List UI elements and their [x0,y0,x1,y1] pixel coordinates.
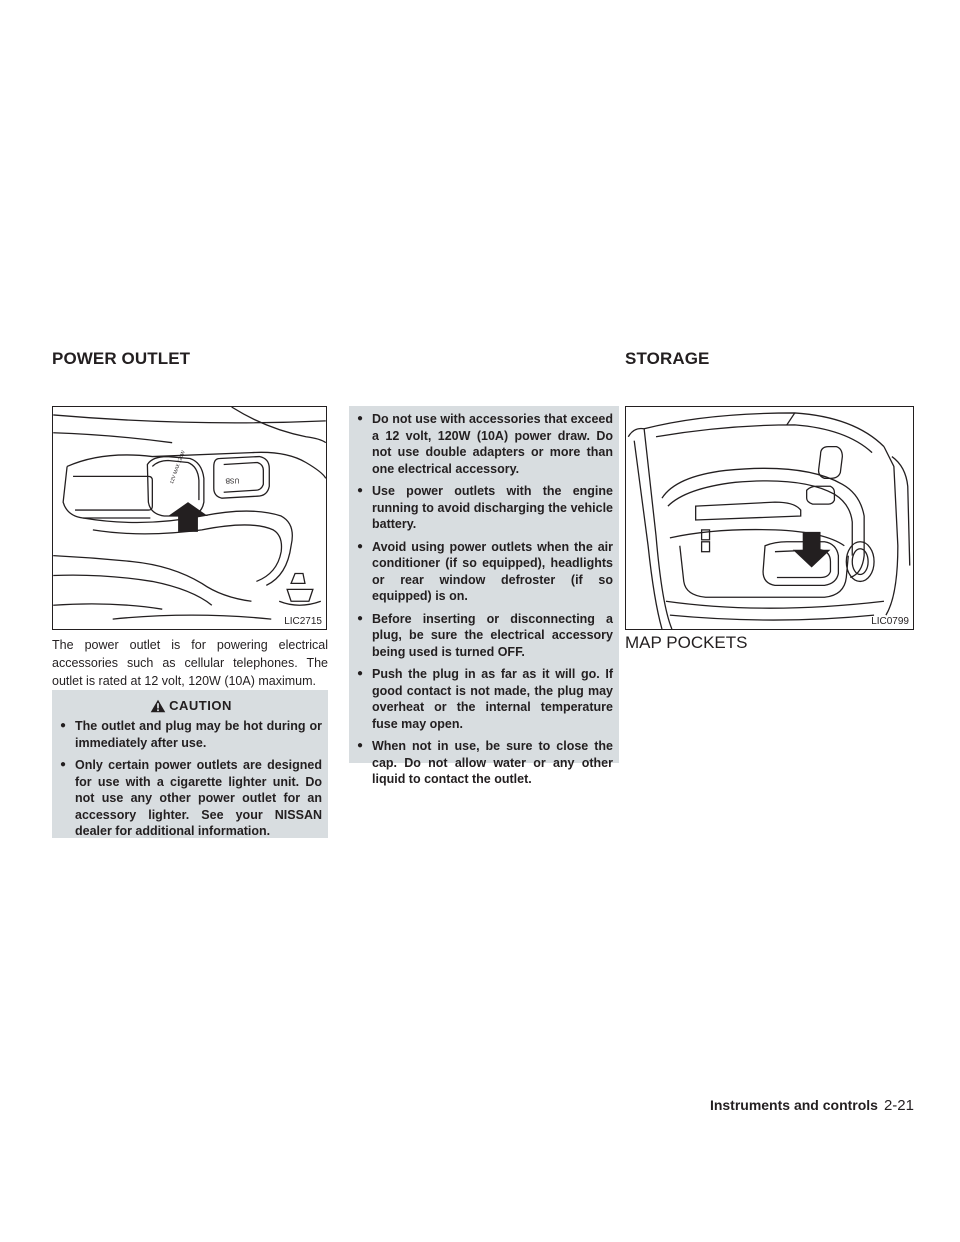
power-outlet-illustration [52,406,327,630]
map-pockets-heading: MAP POCKETS [625,633,748,652]
outlet-rating-label: 12V MAX 120W [169,450,187,485]
console-drawing [53,407,326,629]
caution-bullet: ● Use power outlets with the engine running to avoid discharging the vehicle battery. [357,483,613,533]
section-heading-storage: STORAGE [625,349,710,368]
caution-box-continued [349,406,619,786]
page-footer [710,1097,914,1114]
section-heading-power-outlet: POWER OUTLET [52,349,191,368]
caution-bullet: ● Avoid using power outlets when the air conditioner (if so equipped), headlights or rear window defroster (if so equipped) is on. [357,539,613,605]
caution-title-text: CAUTION [169,698,232,713]
figure-id-lic2715: LIC2715 [284,616,322,627]
caution-bullet: ● The outlet and plug may be hot during or immediately after use. [60,718,322,751]
usb-port-label: USB [225,476,240,484]
down-arrow-icon [168,502,208,532]
caution-box [52,690,328,838]
door-panel-drawing [626,407,913,629]
warning-triangle-icon [150,699,166,713]
map-pocket-illustration [625,406,914,630]
caution-list-part-2 [357,411,613,788]
caution-heading [60,696,322,716]
caution-bullet: ● Push the plug in as far as it will go. If good contact is not made, the plug may overheat or the internal temperature fuse may open. [357,666,613,732]
power-outlet-intro: The power outlet is for powering electrical accessories such as cellular telephones. The outlet is rated at 12 volt, 120W (10A) maximum. [52,638,328,688]
footer-page-number: 2-21 [883,1097,914,1114]
caution-bullet: ● When not in use, be sure to close the cap. Do not allow water or any other liquid to contact the outlet. [357,738,613,788]
caution-list-part-1 [60,718,322,840]
figure-id-lic0799: LIC0799 [871,616,909,627]
footer-chapter: Instruments and controls [709,1097,878,1113]
caution-bullet: ● Before inserting or disconnecting a plug, be sure the electrical accessory being used is turned OFF. [357,611,613,661]
caution-bullet: ● Do not use with accessories that exceed a 12 volt, 120W (10A) power draw. Do not use double adapters or more than one electrical accessory. [357,411,613,477]
caution-bullet: ● Only certain power outlets are designed for use with a cigarette lighter unit. Do not use any other power outlet for an accessory lighter. See your NISSAN dealer for additional information. [60,757,322,840]
